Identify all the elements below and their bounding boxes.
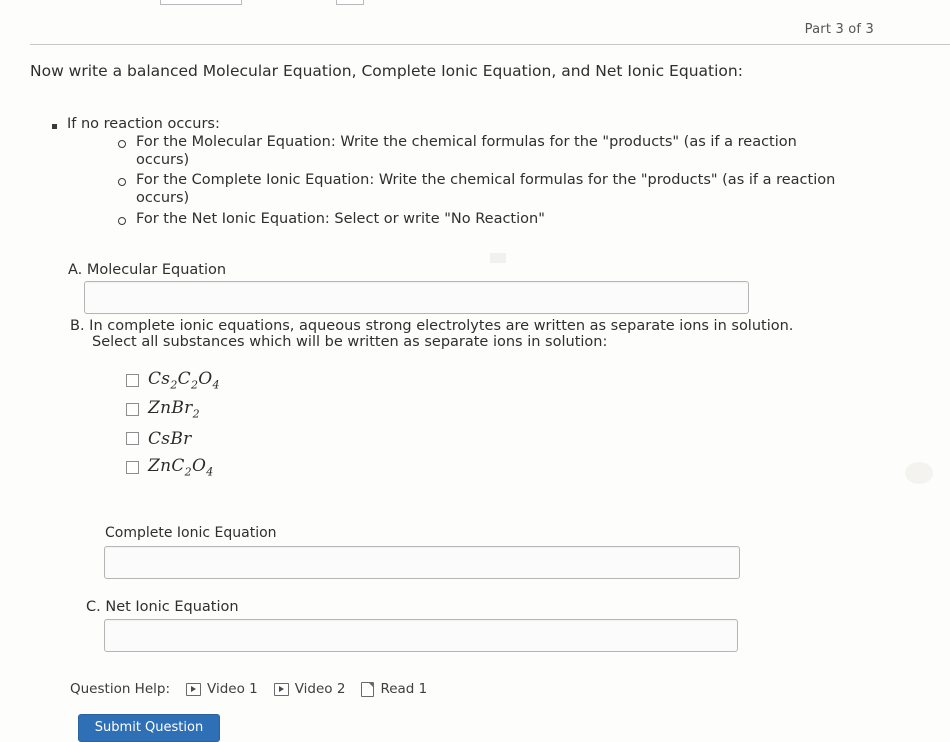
section-b-line2: Select all substances which will be written as separate ions in solution: [92, 334, 608, 350]
checkbox-row-cs2c2o4[interactable] [126, 366, 220, 395]
section-a-label: A. Molecular Equation [68, 262, 227, 278]
checkbox-csbr[interactable] [126, 432, 139, 445]
document-icon [361, 682, 374, 697]
complete-ionic-equation-label: Complete Ionic Equation [105, 525, 277, 541]
instruction-item-1: For the Molecular Equation: Write the chemical formulas for the "products" (as if a reaction occurs) [136, 134, 797, 169]
instruction-sublist [118, 133, 872, 228]
instruction-list [52, 116, 872, 230]
checkbox-znbr2[interactable] [126, 403, 139, 416]
question-prompt: Now write a balanced Molecular Equation, Complete Ionic Equation, and Net Ionic Equation: [30, 62, 743, 80]
section-c-label: C. Net Ionic Equation [86, 599, 239, 615]
section-b-label [70, 318, 870, 350]
instruction-lead-text: If no reaction occurs: [67, 116, 220, 132]
instruction-item-2: For the Complete Ionic Equation: Write the chemical formulas for the "products" (as if a reaction occurs) [136, 172, 836, 207]
submit-question-button[interactable]: Submit Question [78, 714, 220, 742]
checkbox-znc2o4[interactable] [126, 461, 139, 474]
question-help-label: Question Help: [70, 681, 170, 697]
complete-ionic-equation-input[interactable] [104, 546, 740, 579]
list-item [118, 133, 872, 169]
page-artifact [905, 462, 933, 484]
substance-checkbox-group [126, 366, 220, 482]
section-b-line1: B. In complete ionic equations, aqueous strong electrolytes are written as separate ions in solution. [70, 318, 794, 334]
page-artifact [490, 253, 506, 263]
checkbox-label-znbr2: ZnBr$_2$ [148, 398, 200, 421]
cropped-input-b [336, 0, 364, 5]
question-help-row [70, 681, 443, 697]
checkbox-row-znc2o4[interactable] [126, 453, 220, 482]
help-video-2[interactable] [274, 681, 346, 697]
square-bullet-icon [52, 124, 57, 129]
help-read-1-label: Read 1 [380, 681, 428, 697]
checkbox-cs2c2o4[interactable] [126, 374, 139, 387]
help-video-1-label: Video 1 [207, 681, 258, 697]
video-icon [186, 683, 201, 696]
molecular-equation-input[interactable] [84, 281, 749, 314]
checkbox-row-csbr[interactable] [126, 424, 220, 453]
checkbox-label-znc2o4: $ZnC_2O_4$ [148, 456, 214, 479]
list-item [118, 171, 872, 207]
list-item [118, 210, 872, 228]
help-video-1[interactable] [186, 681, 258, 697]
circle-bullet-icon [118, 140, 126, 148]
checkbox-label-cs2c2o4: $Cs_2C_2O_4$ [148, 369, 220, 392]
checkbox-row-znbr2[interactable] [126, 395, 220, 424]
header-divider [30, 44, 950, 45]
instruction-item-3: For the Net Ionic Equation: Select or write "No Reaction" [136, 210, 545, 227]
help-read-1[interactable] [361, 681, 427, 697]
circle-bullet-icon [118, 178, 126, 186]
circle-bullet-icon [118, 217, 126, 225]
part-indicator: Part 3 of 3 [804, 22, 874, 37]
checkbox-label-csbr: CsBr [148, 428, 192, 449]
video-icon [274, 683, 289, 696]
cropped-input-a [160, 0, 242, 5]
help-video-2-label: Video 2 [294, 681, 346, 697]
top-cropped-widgets [0, 0, 950, 14]
instruction-lead [52, 116, 872, 132]
net-ionic-equation-input[interactable] [104, 619, 738, 652]
